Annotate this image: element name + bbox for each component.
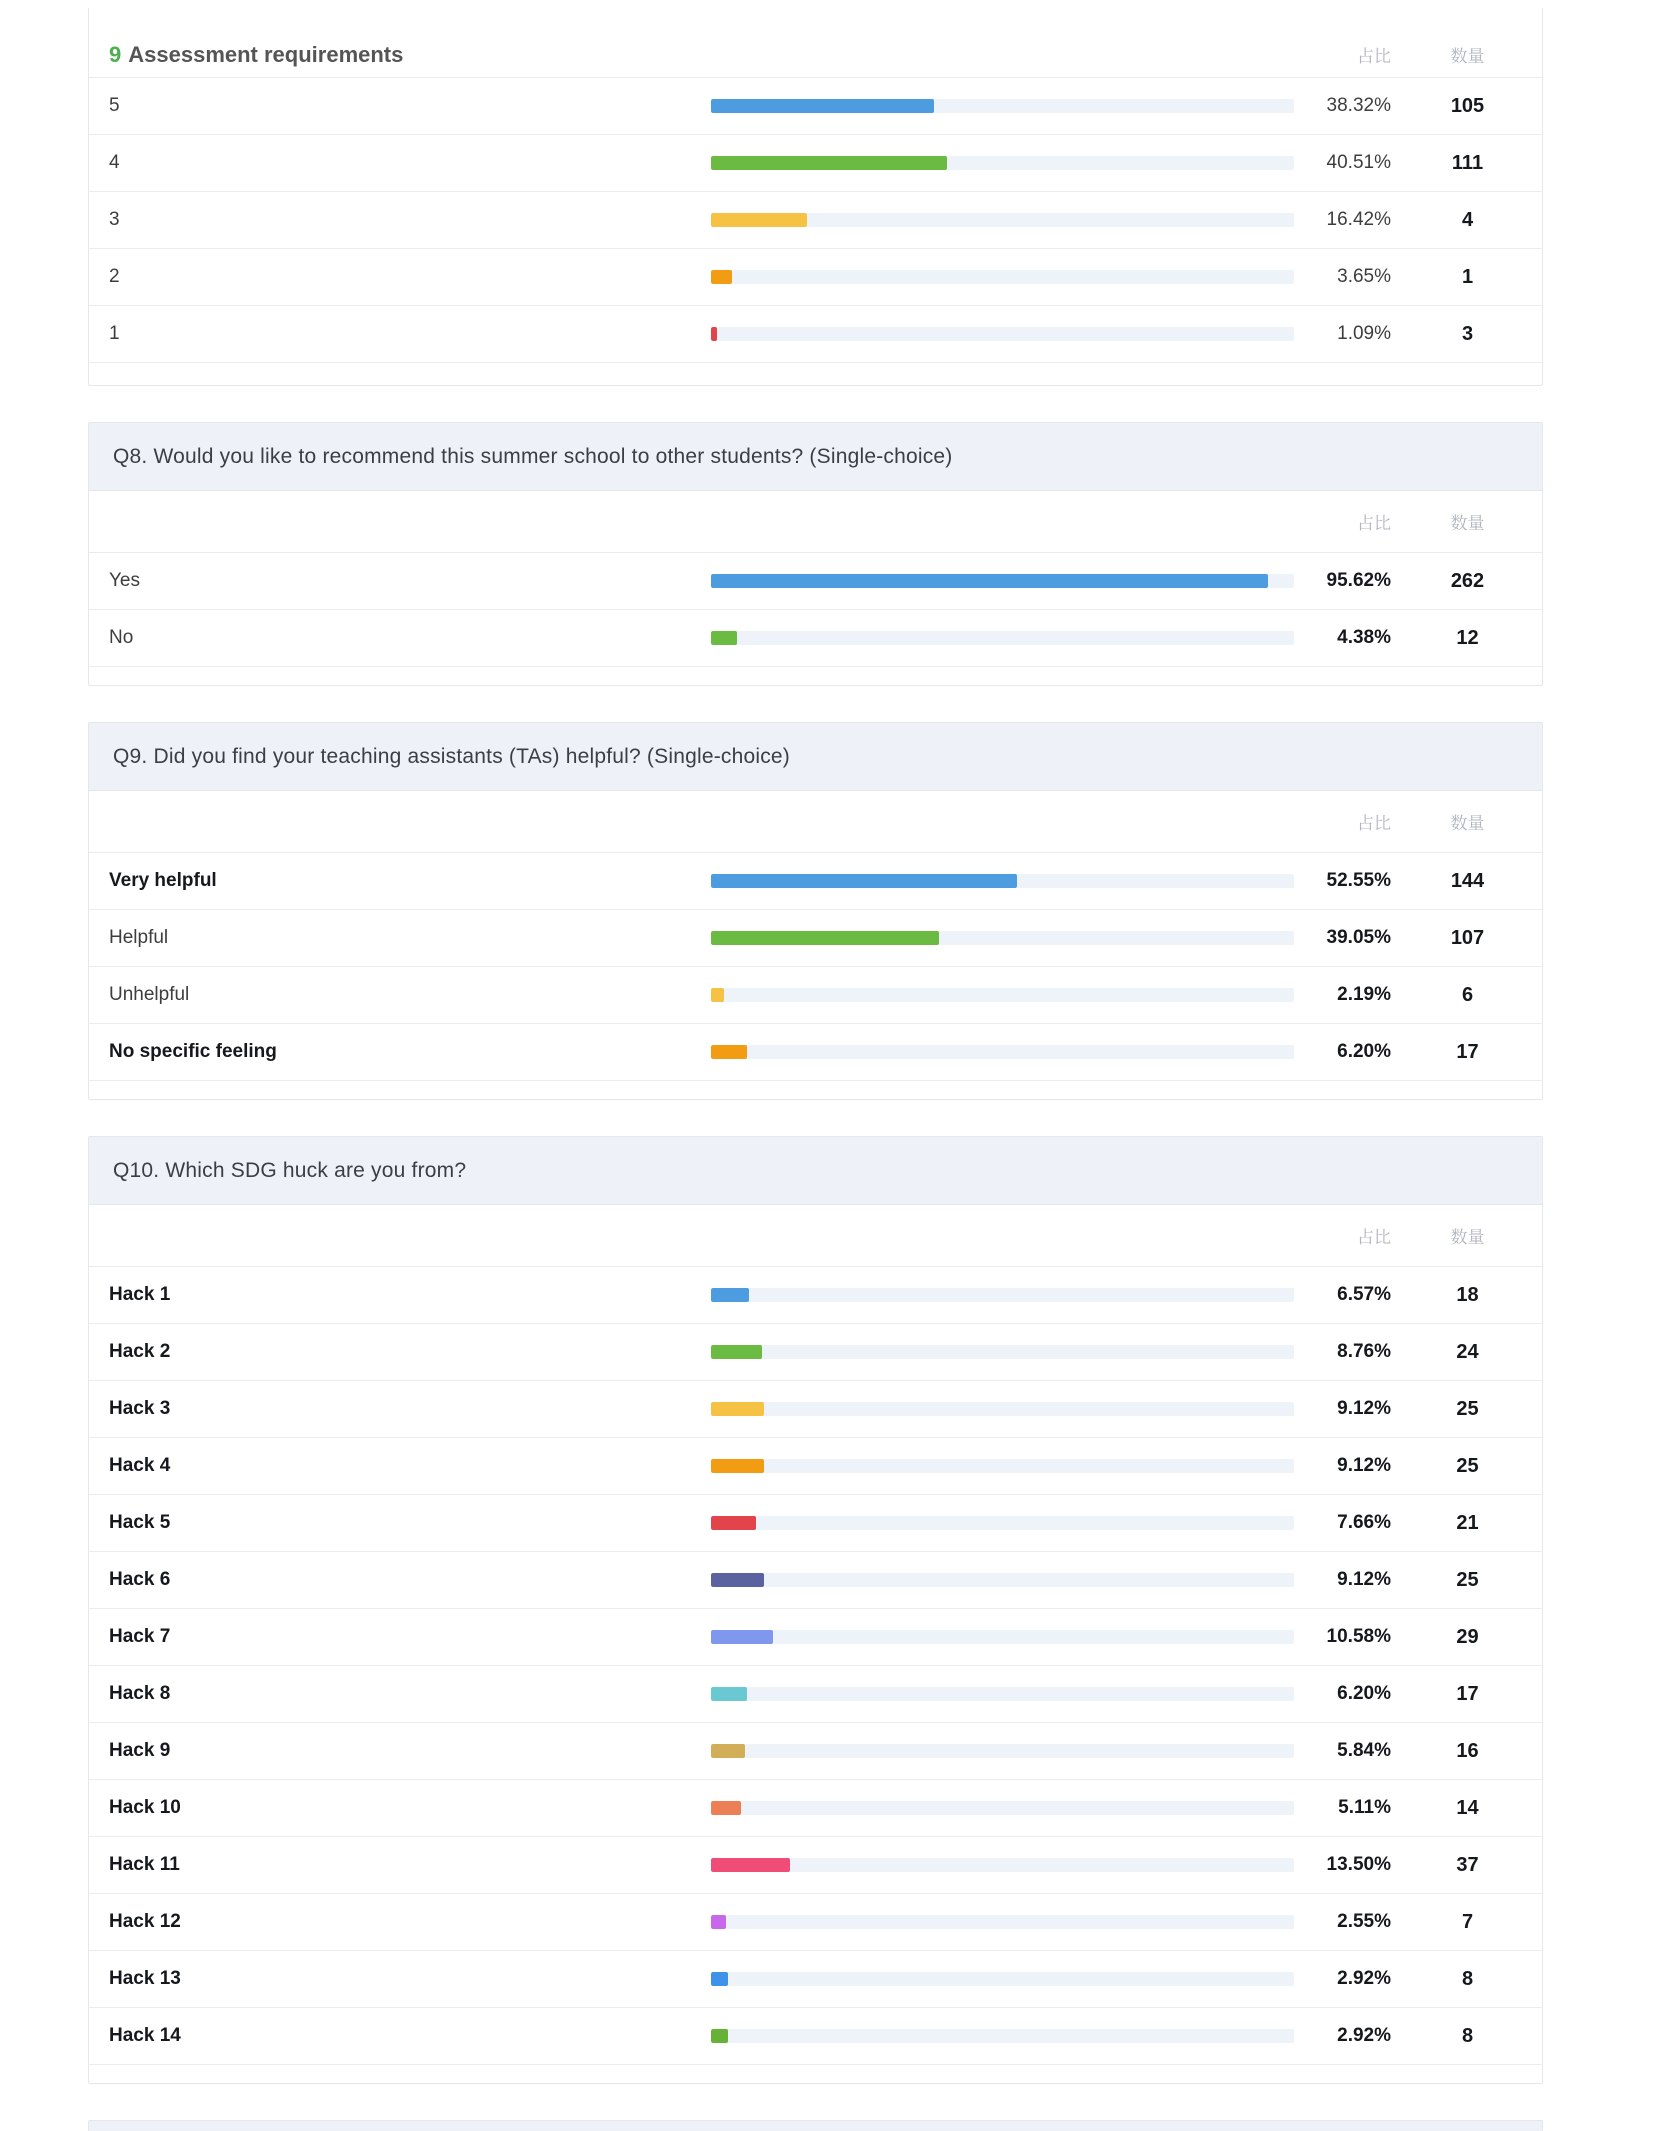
count-value: 107: [1450, 926, 1485, 949]
bar-fill: [711, 1459, 764, 1473]
answer-row: [89, 135, 1542, 192]
bar-track: [711, 1516, 1294, 1530]
bar-cell: [711, 1288, 1294, 1302]
bar-track: [711, 988, 1294, 1002]
bar-track: [711, 1045, 1294, 1059]
answer-label: Hack 10: [109, 1797, 181, 1818]
count-value: 25: [1456, 1568, 1479, 1591]
question-card-q9: [88, 722, 1543, 1100]
bar-cell: [711, 156, 1294, 170]
next-question-card-top-edge: [88, 2120, 1543, 2131]
question-title: Q9. Did you find your teaching assistants (TAs) helpful? (Single-choice): [113, 744, 790, 768]
question-header: [89, 723, 1542, 791]
answer-row: [89, 1381, 1542, 1438]
bar-cell: [711, 1801, 1294, 1815]
ratio-value: 6.20%: [1337, 1041, 1391, 1062]
bar-fill: [711, 1573, 764, 1587]
bar-track: [711, 1630, 1294, 1644]
bar-cell: [711, 1744, 1294, 1758]
question-body: [89, 1205, 1542, 2083]
bar-fill: [711, 1744, 745, 1758]
count-value: 1: [1461, 265, 1474, 288]
ratio-value: 5.11%: [1338, 1797, 1391, 1818]
ratio-value: 38.32%: [1326, 95, 1391, 116]
count-column-header: [1411, 509, 1524, 535]
table-head: [89, 491, 1542, 553]
count-value: 25: [1456, 1397, 1479, 1420]
bar-track: [711, 2029, 1294, 2043]
ratio-value: 9.12%: [1337, 1569, 1391, 1590]
bar-track: [711, 1402, 1294, 1416]
ratio-value: 7.66%: [1337, 1512, 1391, 1533]
ratio-value: 13.50%: [1326, 1854, 1391, 1875]
question-card-q8: [88, 422, 1543, 686]
count-value: 3: [1461, 322, 1474, 345]
count-value: 17: [1456, 1682, 1479, 1705]
answer-label: Hack 13: [109, 1968, 181, 1989]
answer-row: [89, 853, 1542, 910]
bar-track: [711, 1858, 1294, 1872]
bar-fill: [711, 1345, 762, 1359]
answer-row: [89, 1024, 1542, 1081]
bar-cell: [711, 1345, 1294, 1359]
answer-row: [89, 1837, 1542, 1894]
answer-label: Yes: [109, 570, 140, 591]
answer-row: [89, 2008, 1542, 2065]
bar-fill: [711, 270, 732, 284]
ratio-column-header: [1294, 42, 1411, 68]
count-value: 262: [1450, 569, 1485, 592]
answer-label: Hack 1: [109, 1284, 171, 1305]
bar-cell: [711, 1915, 1294, 1929]
answer-label: Hack 5: [109, 1512, 171, 1533]
bar-track: [711, 1744, 1294, 1758]
ratio-value: 2.19%: [1337, 984, 1391, 1005]
answer-label: 3: [109, 209, 120, 230]
question-title: Assessment requirements: [128, 41, 404, 67]
ratio-value: 3.65%: [1337, 266, 1391, 287]
bar-cell: [711, 1630, 1294, 1644]
bar-fill: [711, 574, 1268, 588]
count-value: 21: [1456, 1511, 1479, 1534]
count-value: 16: [1456, 1739, 1479, 1762]
bar-cell: [711, 327, 1294, 341]
ratio-value: 2.92%: [1337, 1968, 1391, 1989]
ratio-value: 9.12%: [1337, 1455, 1391, 1476]
bar-fill: [711, 988, 724, 1002]
bar-fill: [711, 2029, 728, 2043]
bar-track: [711, 327, 1294, 341]
bar-cell: [711, 1045, 1294, 1059]
bar-track: [711, 931, 1294, 945]
bar-fill: [711, 1858, 790, 1872]
bar-cell: [711, 1459, 1294, 1473]
ratio-column-label: 占比: [1357, 46, 1391, 66]
bar-cell: [711, 1402, 1294, 1416]
bar-track: [711, 1687, 1294, 1701]
bar-track: [711, 1459, 1294, 1473]
count-value: 18: [1456, 1283, 1479, 1306]
ratio-value: 10.58%: [1326, 1626, 1391, 1647]
answer-label: 4: [109, 152, 120, 173]
question-header: [89, 423, 1542, 491]
answer-row: [89, 553, 1542, 610]
count-column-header: [1411, 1223, 1524, 1249]
answer-row: [89, 1267, 1542, 1324]
count-value: 8: [1461, 2024, 1474, 2047]
count-value: 29: [1456, 1625, 1479, 1648]
count-value: 14: [1456, 1796, 1479, 1819]
bar-cell: [711, 931, 1294, 945]
count-value: 12: [1456, 626, 1479, 649]
answer-label: Helpful: [109, 927, 169, 948]
answer-row: [89, 910, 1542, 967]
bar-fill: [711, 1630, 773, 1644]
question-title: Q10. Which SDG huck are you from?: [113, 1158, 467, 1182]
bar-track: [711, 213, 1294, 227]
ratio-value: 6.57%: [1337, 1284, 1391, 1305]
answer-row: [89, 1723, 1542, 1780]
bar-cell: [711, 213, 1294, 227]
answer-row: [89, 967, 1542, 1024]
answer-row: [89, 249, 1542, 306]
answer-label: 2: [109, 266, 120, 287]
table-head: [89, 1205, 1542, 1267]
bar-fill: [711, 327, 717, 341]
answer-row: [89, 1951, 1542, 2008]
answer-label: Very helpful: [109, 870, 217, 891]
bar-cell: [711, 1687, 1294, 1701]
bar-track: [711, 1801, 1294, 1815]
count-value: 25: [1456, 1454, 1479, 1477]
answer-row: [89, 610, 1542, 667]
answer-label: 5: [109, 95, 120, 116]
count-value: 17: [1456, 1040, 1479, 1063]
answer-label: 1: [109, 323, 120, 344]
question-body: [89, 791, 1542, 1099]
answer-row: [89, 1495, 1542, 1552]
ratio-column-label: 占比: [1357, 813, 1391, 833]
answer-row: [89, 1438, 1542, 1495]
question-body: [89, 491, 1542, 685]
table-head-left: [107, 42, 711, 68]
question-card-q10: [88, 1136, 1543, 2084]
bar-cell: [711, 99, 1294, 113]
ratio-value: 95.62%: [1326, 570, 1391, 591]
bar-track: [711, 631, 1294, 645]
ratio-column-header: [1294, 1223, 1411, 1249]
ratio-value: 5.84%: [1337, 1740, 1391, 1761]
count-value: 4: [1461, 208, 1474, 231]
bar-cell: [711, 1573, 1294, 1587]
count-value: 37: [1456, 1853, 1479, 1876]
answer-label: Hack 8: [109, 1683, 171, 1704]
bar-track: [711, 270, 1294, 284]
ratio-column-label: 占比: [1357, 1227, 1391, 1247]
count-column-label: 数量: [1450, 46, 1485, 66]
bar-track: [711, 874, 1294, 888]
question-card-assessment: [88, 8, 1543, 386]
answer-row: [89, 1609, 1542, 1666]
answer-label: Unhelpful: [109, 984, 190, 1005]
count-value: 7: [1461, 1910, 1474, 1933]
bar-cell: [711, 270, 1294, 284]
bar-fill: [711, 1687, 747, 1701]
bar-cell: [711, 1972, 1294, 1986]
bar-track: [711, 99, 1294, 113]
answer-label: Hack 2: [109, 1341, 171, 1362]
bar-fill: [711, 213, 807, 227]
answer-label: Hack 7: [109, 1626, 171, 1647]
answer-label: No specific feeling: [109, 1041, 277, 1062]
answer-label: Hack 9: [109, 1740, 171, 1761]
ratio-column-label: 占比: [1357, 513, 1391, 533]
ratio-column-header: [1294, 509, 1411, 535]
table-head: [89, 791, 1542, 853]
count-value: 6: [1461, 983, 1474, 1006]
bar-fill: [711, 1288, 749, 1302]
answer-label: Hack 12: [109, 1911, 181, 1932]
bar-fill: [711, 874, 1017, 888]
bar-track: [711, 574, 1294, 588]
bar-fill: [711, 99, 934, 113]
answer-label: Hack 3: [109, 1398, 171, 1419]
answer-label: Hack 14: [109, 2025, 181, 2046]
bar-track: [711, 1573, 1294, 1587]
ratio-value: 16.42%: [1326, 209, 1391, 230]
answer-row: [89, 1324, 1542, 1381]
answer-row: [89, 1666, 1542, 1723]
bar-cell: [711, 988, 1294, 1002]
answer-row: [89, 306, 1542, 363]
bar-fill: [711, 1516, 756, 1530]
answer-row: [89, 1894, 1542, 1951]
question-number: 9: [109, 41, 122, 67]
bar-cell: [711, 2029, 1294, 2043]
bar-fill: [711, 1801, 741, 1815]
ratio-value: 2.55%: [1337, 1911, 1391, 1932]
count-value: 144: [1450, 869, 1485, 892]
bar-fill: [711, 1402, 764, 1416]
bar-fill: [711, 1045, 747, 1059]
answer-label: No: [109, 627, 134, 648]
ratio-column-header: [1294, 809, 1411, 835]
question-title: Q8. Would you like to recommend this summer school to other students? (Single-choice): [113, 444, 953, 468]
answer-label: Hack 4: [109, 1455, 171, 1476]
count-column-label: 数量: [1450, 513, 1485, 533]
bar-track: [711, 1345, 1294, 1359]
count-value: 105: [1450, 94, 1485, 117]
ratio-value: 39.05%: [1326, 927, 1391, 948]
ratio-value: 40.51%: [1326, 152, 1391, 173]
count-column-label: 数量: [1450, 1227, 1485, 1247]
answer-row: [89, 1780, 1542, 1837]
ratio-value: 52.55%: [1326, 870, 1391, 891]
ratio-value: 8.76%: [1337, 1341, 1391, 1362]
table-head: [89, 32, 1542, 78]
bar-cell: [711, 574, 1294, 588]
bar-fill: [711, 631, 737, 645]
count-column-label: 数量: [1450, 813, 1485, 833]
bar-fill: [711, 1915, 726, 1929]
bar-cell: [711, 1516, 1294, 1530]
count-value: 8: [1461, 1967, 1474, 1990]
answer-row: [89, 78, 1542, 135]
ratio-value: 4.38%: [1337, 627, 1391, 648]
count-column-header: [1411, 809, 1524, 835]
bar-fill: [711, 931, 939, 945]
answer-label: Hack 11: [109, 1854, 180, 1875]
bar-track: [711, 156, 1294, 170]
ratio-value: 6.20%: [1337, 1683, 1391, 1704]
answer-label: Hack 6: [109, 1569, 171, 1590]
question-header: [89, 1137, 1542, 1205]
bar-track: [711, 1288, 1294, 1302]
count-value: 111: [1451, 151, 1484, 174]
question-body: [89, 32, 1542, 385]
bar-track: [711, 1972, 1294, 1986]
count-value: 24: [1456, 1340, 1479, 1363]
ratio-value: 1.09%: [1337, 323, 1391, 344]
ratio-value: 2.92%: [1337, 2025, 1391, 2046]
bar-cell: [711, 1858, 1294, 1872]
bar-cell: [711, 631, 1294, 645]
answer-row: [89, 192, 1542, 249]
answer-row: [89, 1552, 1542, 1609]
count-column-header: [1411, 42, 1524, 68]
bar-fill: [711, 156, 947, 170]
bar-track: [711, 1915, 1294, 1929]
ratio-value: 9.12%: [1337, 1398, 1391, 1419]
bar-cell: [711, 874, 1294, 888]
bar-fill: [711, 1972, 728, 1986]
